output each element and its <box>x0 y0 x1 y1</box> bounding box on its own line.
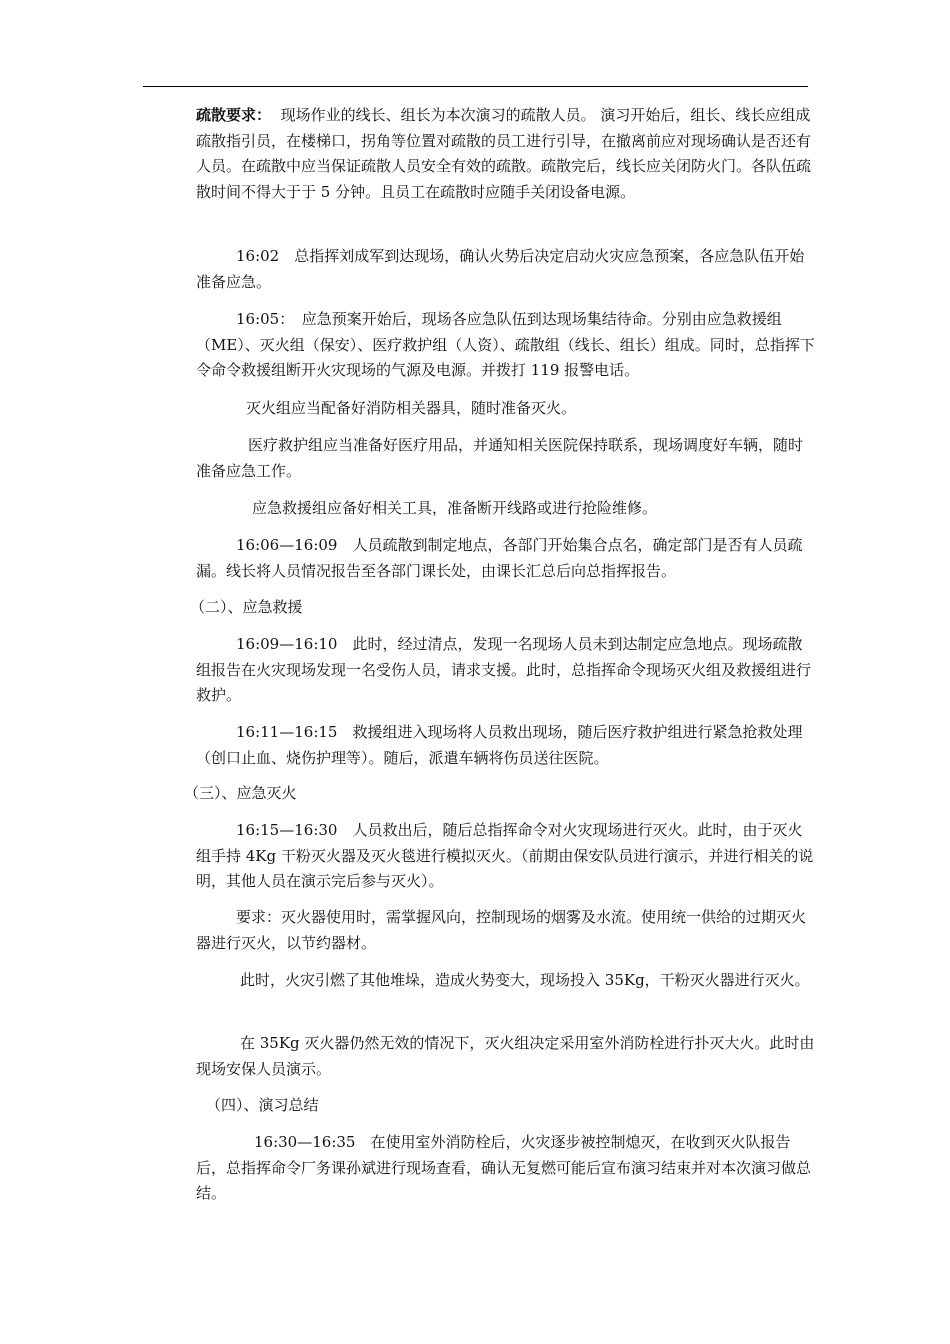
evacuation-label: 疏散要求： <box>196 106 272 124</box>
section-heading-rescue: （二）、应急救援 <box>190 598 303 616</box>
paragraph-fire-spread: 此时，火灾引燃了其他堆垛，造成火势变大，现场投入 35Kg，干粉灭火器进行灭火。 <box>240 971 810 989</box>
section-heading-firefighting: （三）、应急灭火 <box>184 784 297 802</box>
evacuation-requirements <box>196 103 816 205</box>
paragraph-1630: 16:30—16:35 在使用室外消防栓后，火灾逐步被控制熄灭，在收到灭火队报告后，总指挥命令厂务课孙斌进行现场查看，确认无复燃可能后宣布演习结束并对本次演习做总结。 <box>196 1133 812 1202</box>
paragraph-35kg: 在 35Kg 灭火器仍然无效的情况下，灭火组决定采用室外消防栓进行扑灭大火。此时由现场安保人员演示。 <box>196 1034 815 1078</box>
paragraph-1606: 16:06—16:09 人员疏散到制定地点，各部门开始集合点名，确定部门是否有人员疏漏。线长将人员情况报告至各部门课长处，由课长汇总后向总指挥报告。 <box>196 536 803 580</box>
paragraph-1609: 16:09—16:10 此时，经过清点，发现一名现场人员未到达制定应急地点。现场疏散组报告在火灾现场发现一名受伤人员，请求支援。此时，总指挥命令现场灭火组及救援组进行救护。 <box>196 635 812 704</box>
paragraph-1602: 16:02 总指挥刘成军到达现场，确认火势后决定启动火灾应急预案，各应急队伍开始准备应急。 <box>196 247 805 291</box>
paragraph-rescue-group: 应急救援组应备好相关工具，准备断开线路或进行抢险维修。 <box>252 499 658 517</box>
evacuation-text: 现场作业的线长、组长为本次演习的疏散人员。 演习开始后，组长、线长应组成疏散指引员，在楼梯口，拐角等位置对疏散的员工进行引导，在撤离前应对现场确认是否还有人员。在疏散中应当保证疏散人员安全有效的疏散。疏散完后，线长应关闭防火门。各队伍疏散时间不得大于于 5 分钟。且员工在疏散时应随手关闭设备电源。 <box>196 106 812 201</box>
paragraph-requirement: 要求：灭火器使用时，需掌握风向，控制现场的烟雾及水流。使用统一供给的过期灭火器进行灭火，以节约器材。 <box>196 908 807 952</box>
paragraph-1605: 16:05： 应急预案开始后，现场各应急队伍到达现场集结待命。分别由应急救援组（ME）、灭火组（保安）、医疗救护组（人资）、疏散组（线长、组长）组成。同时，总指挥下令命令救援组断开火灾现场的气源及电源。并拨打 119 报警电话。 <box>196 310 815 379</box>
paragraph-1615: 16:15—16:30 人员救出后，随后总指挥命令对火灾现场进行灭火。此时，由于灭火组手持 4Kg 干粉灭火器及灭火毯进行模拟灭火。（前期由保安队员进行演示，并进行相关的说明，其他人员在演示完后参与灭火）。 <box>196 821 814 890</box>
paragraph-medical-group: 医疗救护组应当准备好医疗用品，并通知相关医院保持联系，现场调度好车辆，随时准备应急工作。 <box>196 436 804 480</box>
header-rule <box>143 86 808 87</box>
paragraph-fire-group: 灭火组应当配备好消防相关器具，随时准备灭火。 <box>246 399 577 417</box>
section-heading-summary: （四）、演习总结 <box>206 1096 319 1114</box>
paragraph-1611: 16:11—16:15 救援组进入现场将人员救出现场，随后医疗救护组进行紧急抢救处理（创口止血、烧伤护理等）。随后，派遣车辆将伤员送往医院。 <box>196 723 803 767</box>
